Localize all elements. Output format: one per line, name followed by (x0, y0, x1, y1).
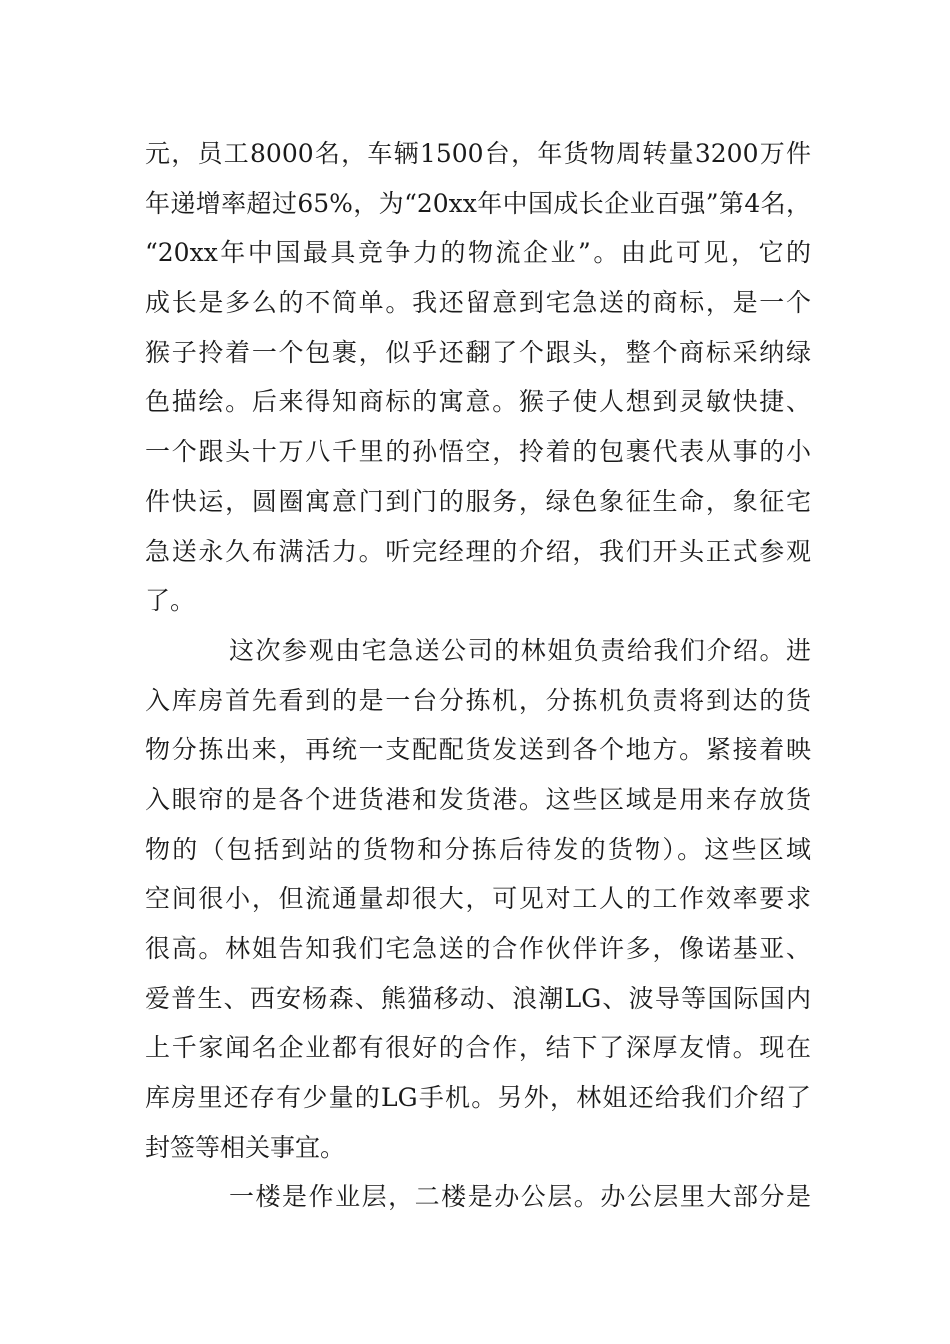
paragraph-first-line: 一楼是作业层，二楼是办公层。办公层里大部分是 (229, 1182, 811, 1212)
text-line: 入库房首先看到的是一台分拣机，分拣机负责将到达的货 (145, 685, 811, 715)
text-line: 件快运，圆圈寓意门到门的服务，绿色象征生命，象征宅 (145, 486, 811, 516)
text-line: 库房里还存有少量的LG手机。另外，林姐还给我们介绍了 (145, 1083, 811, 1113)
text-line: 急送永久布满活力。听完经理的介绍，我们开头正式参观 (145, 536, 811, 566)
paragraph-end-line: 封签等相关事宜。 (145, 1132, 346, 1162)
text-line: 元，员工8000名，车辆1500台，年货物周转量3200万件 (145, 139, 811, 168)
paragraph-end-line: 了。 (145, 586, 196, 616)
text-line: 年递增率超过65%，为“20xx年中国成长企业百强”第4名， (145, 188, 811, 218)
text-line: 猴子拎着一个包裹，似乎还翻了个跟头，整个商标采纳绿 (145, 337, 811, 367)
text-line: 入眼帘的是各个进货港和发货港。这些区域是用来存放货 (145, 784, 811, 814)
text-line: 很高。林姐告知我们宅急送的合作伙伴许多，像诺基亚、 (145, 934, 811, 963)
text-line: 色描绘。后来得知商标的寓意。猴子使人想到灵敏快捷、 (145, 387, 811, 417)
text-line: 上千家闻名企业都有很好的合作，结下了深厚友情。现在 (145, 1033, 811, 1063)
text-line: 成长是多么的不简单。我还留意到宅急送的商标，是一个 (145, 288, 811, 318)
paragraph-first-line: 这次参观由宅急送公司的林姐负责给我们介绍。进 (229, 635, 811, 665)
text-line: 物分拣出来，再统一支配配货发送到各个地方。紧接着映 (145, 735, 811, 765)
text-line: “20xx年中国最具竞争力的物流企业”。由此可见，它的 (145, 238, 811, 268)
text-line: 一个跟头十万八千里的孙悟空，拎着的包裹代表从事的小 (145, 437, 811, 467)
body-text (145, 129, 811, 1222)
text-line: 物的（包括到站的货物和分拣后待发的货物）。这些区域 (145, 834, 811, 864)
text-line: 空间很小，但流通量却很大，可见对工人的工作效率要求 (145, 884, 811, 914)
text-line: 爱普生、西安杨森、熊猫移动、浪潮LG、波导等国际国内 (145, 983, 811, 1013)
